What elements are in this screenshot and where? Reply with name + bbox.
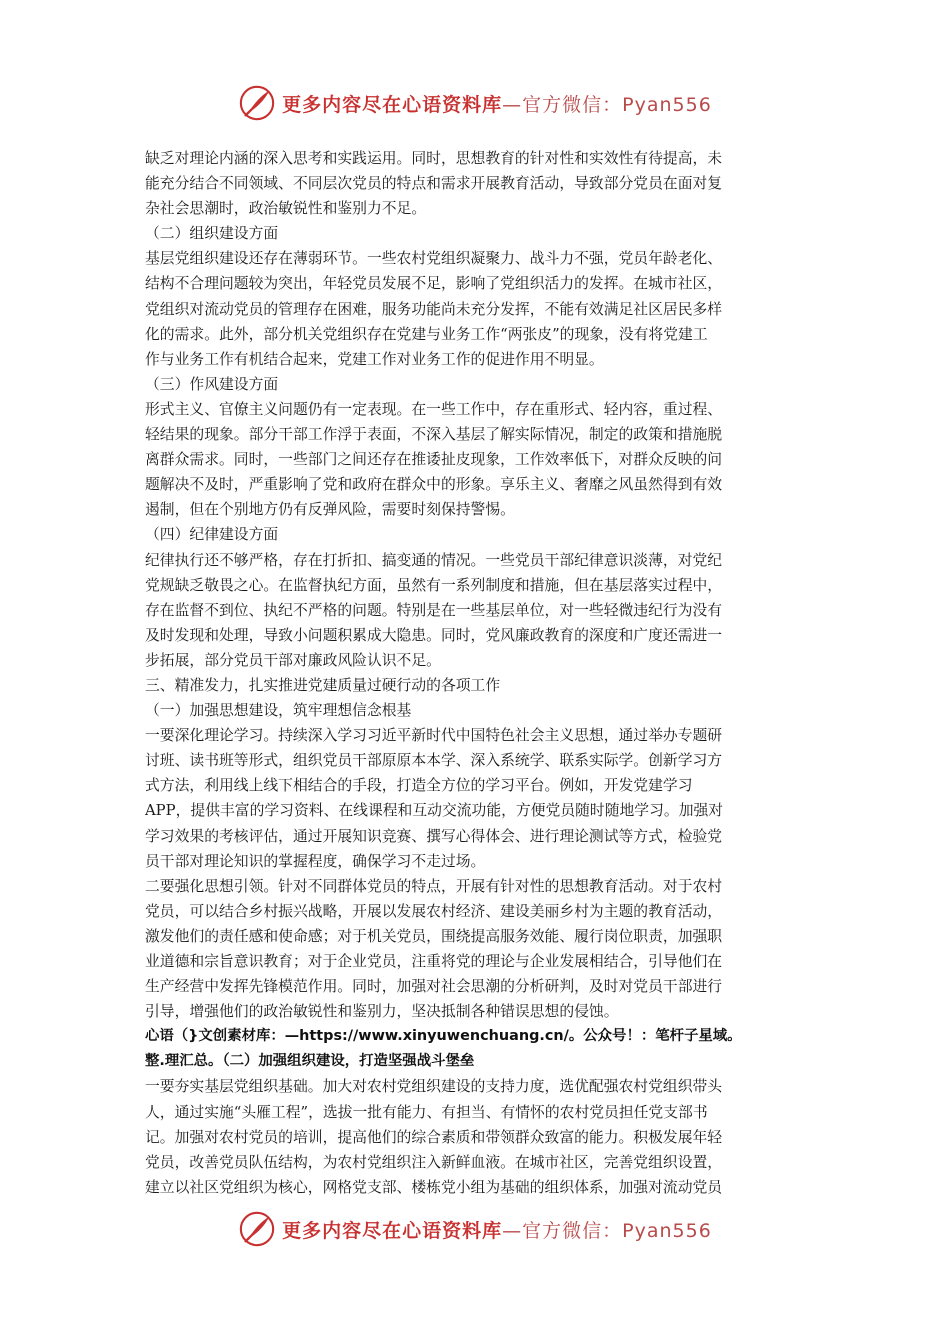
body-line: 步拓展，部分党员干部对廉政风险认识不足。 (145, 651, 441, 669)
banner-sub-text: —官方微信：Pyan556 (502, 1219, 712, 1242)
body-line: 建立以社区党组织为核心，网格党支部、楼栋党小组为基础的组织体系，加强对流动党员 (145, 1178, 723, 1196)
section-heading: （一）加强思想建设，筑牢理想信念根基 (145, 702, 412, 720)
feather-pen-logo-icon (238, 1210, 276, 1248)
body-line: 题解决不及时，严重影响了党和政府在群众中的形象。享乐主义、奢靡之风虽然得到有效 (145, 476, 723, 494)
body-line: APP，提供丰富的学习资料、在线课程和互动交流功能，方便党员随时随地学习。加强对 (145, 802, 724, 820)
feather-pen-logo-icon (238, 84, 276, 122)
body-line: 遏制，但在个别地方仍有反弹风险，需要时刻保持警惕。 (145, 501, 515, 519)
body-line: 存在监督不到位、执纪不严格的问题。特别是在一些基层单位，对一些轻微违纪行为没有 (145, 601, 723, 619)
section-heading: （二）组织建设方面 (145, 225, 279, 243)
body-line: 业道德和宗旨意识教育；对于企业党员，注重将党的理论与企业发展相结合，引导他们在 (145, 953, 723, 970)
section-heading: （三）作风建设方面 (145, 375, 279, 393)
body-line: 及时发现和处理，导致小问题积累成大隐患。同时，党风廉政教育的深度和广度还需进一 (145, 626, 723, 644)
body-line: 纪律执行还不够严格，存在打折扣、搞变通的情况。一些党员干部纪律意识淡薄，对党纪 (145, 551, 723, 569)
body-line: 缺乏对理论内涵的深入思考和实践运用。同时，思想教育的针对性和实效性有待提高，未 (145, 150, 723, 167)
banner-main-text: 更多内容尽在心语资料库 (282, 93, 503, 116)
section-heading: （四）纪律建设方面 (145, 526, 279, 544)
body-line: 二要强化思想引领。针对不同群体党员的特点，开展有针对性的思想教育活动。对于农村 (145, 877, 723, 895)
body-line: 离群众需求。同时，一些部门之间还存在推诿扯皮现象，工作效率低下，对群众反映的问 (145, 451, 723, 469)
body-line: 激发他们的责任感和使命感；对于机关党员，围绕提高服务效能、履行岗位职责，加强职 (145, 927, 723, 945)
body-line: 形式主义、官僚主义问题仍有一定表现。在一些工作中，存在重形式、轻内容，重过程、 (145, 400, 723, 418)
body-line: 生产经营中发挥先锋模范作用。同时，加强对社会思潮的分析研判，及时对党员干部进行 (145, 978, 723, 996)
body-line: 党组织对流动党员的管理存在困难，服务功能尚未充分发挥，不能有效满足社区居民多样 (145, 300, 723, 318)
body-line: 轻结果的现象。部分干部工作浮于表面，不深入基层了解实际情况，制定的政策和措施脱 (145, 426, 723, 444)
body-line: 党规缺乏敬畏之心。在监督执纪方面，虽然有一系列制度和措施，但在基层落实过程中， (145, 576, 723, 594)
header-banner (0, 80, 950, 126)
body-line: 一要深化理论学习。持续深入学习习近平新时代中国特色社会主义思想，通过举办专题研 (145, 727, 723, 745)
promo-line: 整.理汇总。（二）加强组织建设，打造坚强战斗堡垒 (145, 1053, 475, 1070)
body-line: 作与业务工作有机结合起来，党建工作对业务工作的促进作用不明显。 (145, 350, 604, 368)
banner-text (282, 1216, 712, 1243)
footer-banner (0, 1206, 950, 1252)
document-body (145, 146, 807, 1200)
body-line: 结构不合理问题较为突出，年轻党员发展不足，影响了党组织活力的发挥。在城市社区， (145, 275, 723, 293)
body-line: 化的需求。此外，部分机关党组织存在党建与业务工作“两张皮”的现象，没有将党建工 (145, 325, 708, 343)
body-line: 能充分结合不同领域、不同层次党员的特点和需求开展教育活动，导致部分党员在面对复 (145, 175, 723, 193)
body-line: 讨班、读书班等形式，组织党员干部原原本本学、深入系统学、联系实际学。创新学习方 (145, 752, 723, 770)
banner-sub-text: —官方微信：Pyan556 (502, 93, 712, 116)
body-line: 学习效果的考核评估，通过开展知识竞赛、撰写心得体会、进行理论测试等方式，检验党 (145, 827, 723, 845)
body-line: 引导，增强他们的政治敏锐性和鉴别力，坚决抵制各种错误思想的侵蚀。 (145, 1003, 619, 1021)
body-line: 员干部对理论知识的掌握程度，确保学习不走过场。 (145, 852, 486, 870)
body-line: 杂社会思潮时，政治敏锐性和鉴别力不足。 (145, 200, 427, 218)
banner-main-text: 更多内容尽在心语资料库 (282, 1219, 503, 1242)
body-line: 人，通过实施“头雁工程”，选拔一批有能力、有担当、有情怀的农村党员担任党支部书 (145, 1103, 708, 1121)
body-line: 基层党组织建设还存在薄弱环节。一些农村党组织凝聚力、战斗力不强，党员年龄老化、 (145, 250, 723, 268)
body-line: 式方法，利用线上线下相结合的手段，打造全方位的学习平台。例如，开发党建学习 (145, 777, 693, 795)
promo-line: 心语（}文创素材库：—https://www.xinyuwenchuang.cn/。公众号！：笔杆子星域。 (145, 1028, 742, 1045)
body-line: 党员，可以结合乡村振兴战略，开展以发展农村经济、建设美丽乡村为主题的教育活动， (145, 902, 723, 920)
chapter-heading: 三、精准发力，扎实推进党建质量过硬行动的各项工作 (145, 676, 501, 694)
banner-text (282, 90, 712, 117)
body-line: 一要夯实基层党组织基础。加大对农村党组织建设的支持力度，选优配强农村党组织带头 (145, 1078, 723, 1096)
body-line: 党员，改善党员队伍结构，为农村党组织注入新鲜血液。在城市社区，完善党组织设置， (145, 1153, 723, 1171)
body-line: 记。加强对农村党员的培训，提高他们的综合素质和带领群众致富的能力。积极发展年轻 (145, 1128, 723, 1146)
